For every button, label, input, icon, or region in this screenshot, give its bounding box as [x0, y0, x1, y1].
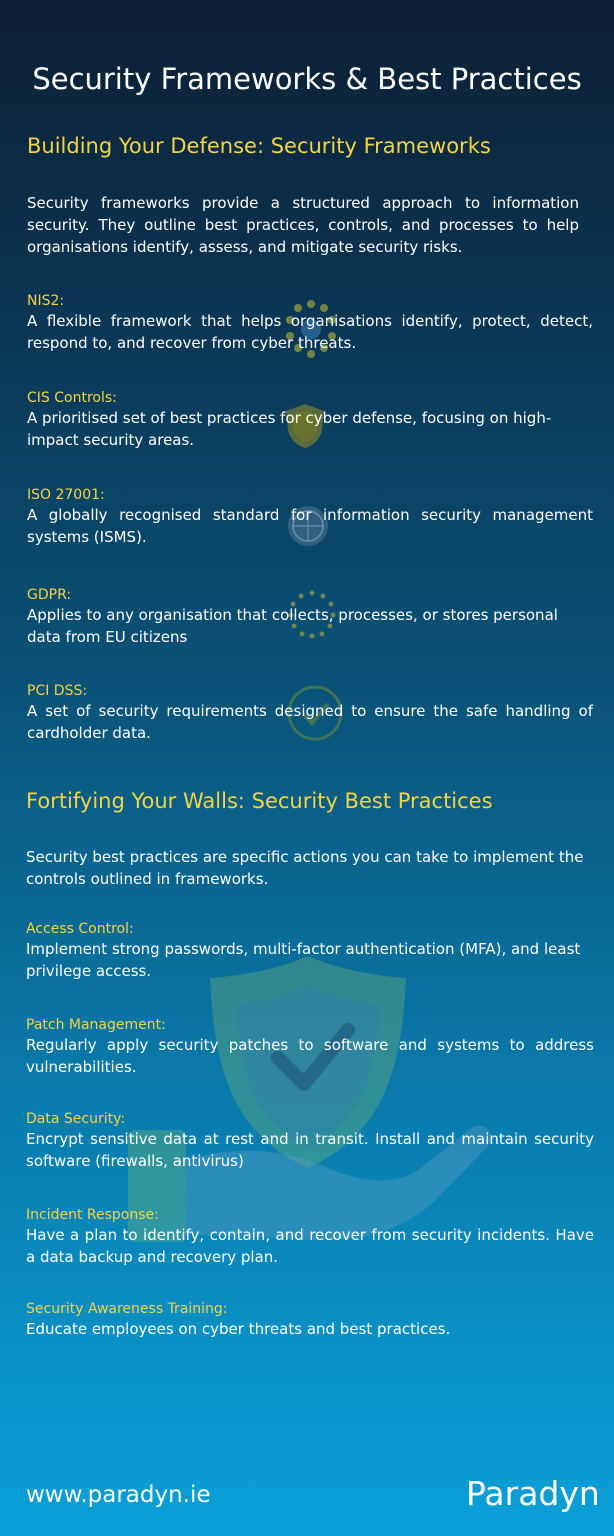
- practice-label: Incident Response:: [26, 1207, 159, 1223]
- framework-iso27001: [27, 486, 593, 548]
- framework-text: A prioritised set of best practices for cyber defense, focusing on high-impact security areas.: [27, 409, 552, 449]
- framework-label: GDPR:: [27, 587, 72, 603]
- framework-text: A globally recognised standard for information security management systems (ISMS).: [27, 506, 593, 546]
- framework-cis-controls: [27, 389, 593, 451]
- practice-data-security: [26, 1110, 594, 1172]
- frameworks-intro: Security frameworks provide a structured approach to information security. They outline best practices, controls, and processes to help organisations identify, assess, and mitigate security risks.: [27, 194, 579, 256]
- practice-access-control: [26, 920, 594, 982]
- practice-security-awareness-training: [26, 1300, 594, 1340]
- best-practices-intro: Security best practices are specific actions you can take to implement the controls outlined in frameworks.: [26, 848, 584, 888]
- practice-text: Implement strong passwords, multi-factor authentication (MFA), and least privilege access.: [26, 940, 581, 980]
- framework-gdpr: [27, 586, 593, 648]
- framework-nis2: [27, 292, 593, 354]
- practice-text: Encrypt sensitive data at rest and in transit. Install and maintain security software (firewalls, antivirus): [26, 1130, 594, 1170]
- practice-incident-response: [26, 1206, 594, 1268]
- page-title: Security Frameworks & Best Practices: [32, 62, 582, 96]
- framework-label: ISO 27001:: [27, 487, 105, 503]
- practice-label: Patch Management:: [26, 1017, 166, 1033]
- practice-label: Data Security:: [26, 1111, 126, 1127]
- best-practices-heading: Fortifying Your Walls: Security Best Practices: [26, 789, 493, 813]
- practice-text: Educate employees on cyber threats and best practices.: [26, 1320, 451, 1338]
- paradyn-logo: Paradyn: [466, 1474, 600, 1513]
- framework-text: A flexible framework that helps organisations identify, protect, detect, respond to, and recover from cyber threats.: [27, 312, 593, 352]
- practice-patch-management: [26, 1016, 594, 1078]
- hand-shield-icon: [118, 950, 498, 1250]
- framework-label: CIS Controls:: [27, 390, 117, 406]
- practice-label: Access Control:: [26, 921, 134, 937]
- practice-label: Security Awareness Training:: [26, 1301, 228, 1317]
- framework-text: A set of security requirements designed to ensure the safe handling of cardholder data.: [27, 702, 593, 742]
- practice-text: Regularly apply security patches to software and systems to address vulnerabilities.: [26, 1036, 594, 1076]
- framework-label: NIS2:: [27, 293, 65, 309]
- framework-text: Applies to any organisation that collects, processes, or stores personal data from EU citizens: [27, 606, 558, 646]
- framework-label: PCI DSS:: [27, 683, 88, 699]
- website-link[interactable]: www.paradyn.ie: [26, 1482, 211, 1508]
- framework-pci-dss: [27, 682, 593, 744]
- practice-text: Have a plan to identify, contain, and recover from security incidents. Have a data backup and recovery plan.: [26, 1226, 594, 1266]
- frameworks-heading: Building Your Defense: Security Frameworks: [27, 134, 491, 158]
